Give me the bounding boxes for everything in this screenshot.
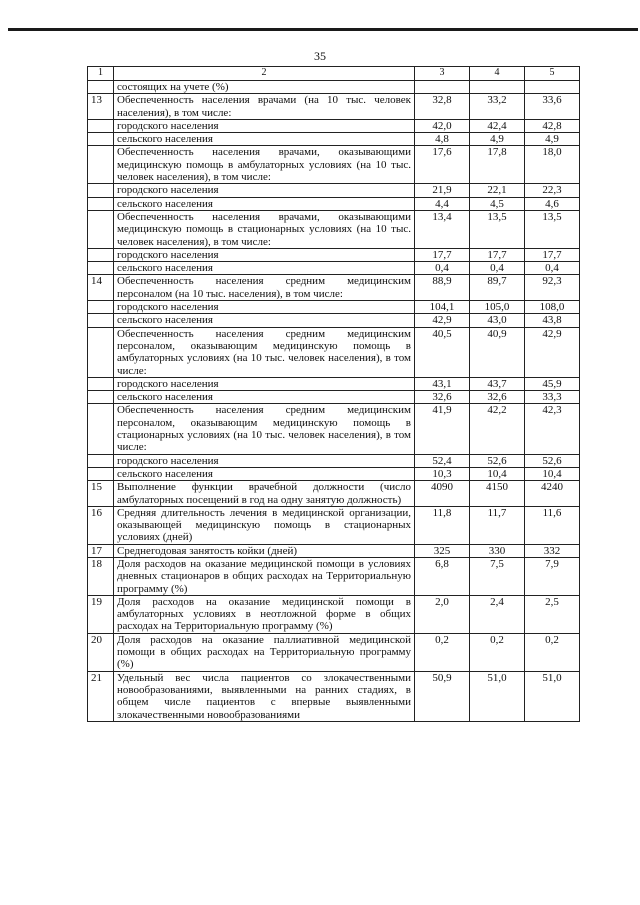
- value-col-4: 4,5: [470, 197, 525, 210]
- value-col-4: 52,6: [470, 454, 525, 467]
- indicator-name: Обеспеченность населения средним медицинским персоналом (на 10 тыс. населения), в том числе:: [114, 275, 415, 301]
- table-row: [88, 404, 580, 454]
- row-number: [88, 210, 114, 248]
- value-col-4: 42,4: [470, 119, 525, 132]
- value-col-3: 32,6: [415, 391, 470, 404]
- indicator-name: Выполнение функции врачебной должности (число амбулаторных посещений в год на одну занятую должность): [114, 481, 415, 507]
- table-row: [88, 506, 580, 544]
- row-number: [88, 119, 114, 132]
- table-row: [88, 146, 580, 184]
- value-col-5: 52,6: [525, 454, 580, 467]
- value-col-5: 45,9: [525, 377, 580, 390]
- row-number: [88, 314, 114, 327]
- indicator-name: Доля расходов на оказание паллиативной медицинской помощи в общих расходах на Территориальную программу (%): [114, 633, 415, 671]
- value-col-4: 0,4: [470, 262, 525, 275]
- value-col-5: 0,4: [525, 262, 580, 275]
- value-col-4: 13,5: [470, 210, 525, 248]
- table-row: [88, 184, 580, 197]
- header-cell-1: 1: [88, 67, 114, 81]
- value-col-3: 42,0: [415, 119, 470, 132]
- row-number: [88, 262, 114, 275]
- value-col-5: 4,6: [525, 197, 580, 210]
- value-col-5: 51,0: [525, 671, 580, 721]
- value-col-5: 42,9: [525, 327, 580, 377]
- indicator-name: состоящих на учете (%): [114, 81, 415, 94]
- value-col-3: 6,8: [415, 557, 470, 595]
- value-col-4: 32,6: [470, 391, 525, 404]
- value-col-4: [470, 81, 525, 94]
- indicator-name: городского населения: [114, 248, 415, 261]
- value-col-3: 4,8: [415, 133, 470, 146]
- page-number: 35: [314, 49, 326, 63]
- row-number: [88, 404, 114, 454]
- value-col-4: 51,0: [470, 671, 525, 721]
- indicators-table: [87, 66, 580, 722]
- row-number: [88, 454, 114, 467]
- page-top-rule: [8, 28, 638, 31]
- table-row: [88, 301, 580, 314]
- value-col-4: 22,1: [470, 184, 525, 197]
- table-row: [88, 81, 580, 94]
- indicator-name: Обеспеченность населения врачами, оказывающими медицинскую помощь в стационарных условиях (на 10 тыс. человек населения), в том числе:: [114, 210, 415, 248]
- table-row: [88, 275, 580, 301]
- table-row: [88, 327, 580, 377]
- value-col-3: 13,4: [415, 210, 470, 248]
- value-col-5: [525, 81, 580, 94]
- value-col-3: 21,9: [415, 184, 470, 197]
- indicator-name: Обеспеченность населения средним медицинским персоналом, оказывающим медицинскую помощь в амбулаторных условиях (на 10 тыс. человек населения), в том числе:: [114, 327, 415, 377]
- indicator-name: Обеспеченность населения врачами, оказывающими медицинскую помощь в амбулаторных условиях (на 10 тыс. человек населения), в том числе:: [114, 146, 415, 184]
- row-number: 21: [88, 671, 114, 721]
- table-row: [88, 210, 580, 248]
- value-col-3: [415, 81, 470, 94]
- value-col-4: 330: [470, 544, 525, 557]
- value-col-4: 89,7: [470, 275, 525, 301]
- indicator-name: сельского населения: [114, 133, 415, 146]
- value-col-5: 7,9: [525, 557, 580, 595]
- indicator-name: сельского населения: [114, 391, 415, 404]
- value-col-5: 33,3: [525, 391, 580, 404]
- value-col-4: 10,4: [470, 467, 525, 480]
- row-number: 15: [88, 481, 114, 507]
- row-number: [88, 248, 114, 261]
- indicator-name: сельского населения: [114, 314, 415, 327]
- table-row: [88, 94, 580, 120]
- column-number-row: [88, 67, 580, 81]
- row-number: 13: [88, 94, 114, 120]
- row-number: 17: [88, 544, 114, 557]
- value-col-3: 40,5: [415, 327, 470, 377]
- value-col-3: 0,4: [415, 262, 470, 275]
- table-row: [88, 391, 580, 404]
- value-col-5: 11,6: [525, 506, 580, 544]
- value-col-5: 42,3: [525, 404, 580, 454]
- value-col-4: 42,2: [470, 404, 525, 454]
- table-row: [88, 314, 580, 327]
- row-number: [88, 327, 114, 377]
- table-row: [88, 454, 580, 467]
- value-col-5: 22,3: [525, 184, 580, 197]
- value-col-5: 43,8: [525, 314, 580, 327]
- indicator-name: Удельный вес числа пациентов со злокачественными новообразованиями, выявленными на ранних стадиях, в общем числе пациентов с впервые выявленными злокачественными новообразованиями: [114, 671, 415, 721]
- value-col-5: 13,5: [525, 210, 580, 248]
- indicator-name: Обеспеченность населения средним медицинским персоналом, оказывающим медицинскую помощь в стационарных условиях (на 10 тыс. человек населения), в том числе:: [114, 404, 415, 454]
- row-number: [88, 81, 114, 94]
- table-row: [88, 544, 580, 557]
- value-col-4: 2,4: [470, 595, 525, 633]
- indicator-name: городского населения: [114, 301, 415, 314]
- row-number: 18: [88, 557, 114, 595]
- value-col-4: 43,0: [470, 314, 525, 327]
- value-col-3: 32,8: [415, 94, 470, 120]
- indicator-name: сельского населения: [114, 467, 415, 480]
- value-col-4: 17,8: [470, 146, 525, 184]
- indicator-name: сельского населения: [114, 197, 415, 210]
- value-col-3: 17,7: [415, 248, 470, 261]
- indicator-name: Среднегодовая занятость койки (дней): [114, 544, 415, 557]
- header-cell-5: 5: [525, 67, 580, 81]
- value-col-5: 108,0: [525, 301, 580, 314]
- value-col-4: 17,7: [470, 248, 525, 261]
- value-col-4: 4150: [470, 481, 525, 507]
- table-row: [88, 633, 580, 671]
- indicator-name: городского населения: [114, 184, 415, 197]
- table-row: [88, 377, 580, 390]
- value-col-3: 88,9: [415, 275, 470, 301]
- row-number: 16: [88, 506, 114, 544]
- indicator-name: Средняя длительность лечения в медицинской организации, оказывающей медицинскую помощь в стационарных условиях (дней): [114, 506, 415, 544]
- indicator-name: Доля расходов на оказание медицинской помощи в амбулаторных условиях в неотложной форме в общих расходах на Территориальную программу (%): [114, 595, 415, 633]
- row-number: [88, 197, 114, 210]
- row-number: 19: [88, 595, 114, 633]
- value-col-5: 2,5: [525, 595, 580, 633]
- table-row: [88, 248, 580, 261]
- table-row: [88, 262, 580, 275]
- value-col-5: 92,3: [525, 275, 580, 301]
- value-col-4: 43,7: [470, 377, 525, 390]
- header-cell-2: 2: [114, 67, 415, 81]
- indicator-name: Обеспеченность населения врачами (на 10 тыс. человек населения), в том числе:: [114, 94, 415, 120]
- table-row: [88, 557, 580, 595]
- indicator-name: городского населения: [114, 119, 415, 132]
- value-col-5: 10,4: [525, 467, 580, 480]
- value-col-3: 43,1: [415, 377, 470, 390]
- value-col-5: 4240: [525, 481, 580, 507]
- value-col-3: 104,1: [415, 301, 470, 314]
- value-col-4: 0,2: [470, 633, 525, 671]
- value-col-4: 11,7: [470, 506, 525, 544]
- table-body: [88, 67, 580, 722]
- value-col-5: 17,7: [525, 248, 580, 261]
- table-row: [88, 467, 580, 480]
- value-col-3: 17,6: [415, 146, 470, 184]
- value-col-5: 332: [525, 544, 580, 557]
- row-number: [88, 391, 114, 404]
- indicator-name: городского населения: [114, 454, 415, 467]
- value-col-5: 18,0: [525, 146, 580, 184]
- value-col-5: 33,6: [525, 94, 580, 120]
- value-col-4: 7,5: [470, 557, 525, 595]
- value-col-3: 325: [415, 544, 470, 557]
- value-col-3: 52,4: [415, 454, 470, 467]
- value-col-3: 42,9: [415, 314, 470, 327]
- value-col-5: 42,8: [525, 119, 580, 132]
- table-row: [88, 595, 580, 633]
- value-col-3: 2,0: [415, 595, 470, 633]
- value-col-3: 4090: [415, 481, 470, 507]
- value-col-5: 4,9: [525, 133, 580, 146]
- value-col-4: 4,9: [470, 133, 525, 146]
- value-col-4: 105,0: [470, 301, 525, 314]
- row-number: [88, 377, 114, 390]
- value-col-3: 50,9: [415, 671, 470, 721]
- value-col-3: 0,2: [415, 633, 470, 671]
- value-col-4: 33,2: [470, 94, 525, 120]
- row-number: [88, 467, 114, 480]
- row-number: [88, 301, 114, 314]
- value-col-3: 4,4: [415, 197, 470, 210]
- table-row: [88, 119, 580, 132]
- value-col-5: 0,2: [525, 633, 580, 671]
- row-number: [88, 146, 114, 184]
- value-col-3: 41,9: [415, 404, 470, 454]
- table-row: [88, 481, 580, 507]
- row-number: [88, 184, 114, 197]
- table-row: [88, 671, 580, 721]
- table-row: [88, 133, 580, 146]
- row-number: [88, 133, 114, 146]
- header-cell-3: 3: [415, 67, 470, 81]
- value-col-3: 10,3: [415, 467, 470, 480]
- indicator-name: сельского населения: [114, 262, 415, 275]
- indicator-name: городского населения: [114, 377, 415, 390]
- row-number: 20: [88, 633, 114, 671]
- value-col-4: 40,9: [470, 327, 525, 377]
- table-row: [88, 197, 580, 210]
- row-number: 14: [88, 275, 114, 301]
- value-col-3: 11,8: [415, 506, 470, 544]
- header-cell-4: 4: [470, 67, 525, 81]
- indicator-name: Доля расходов на оказание медицинской помощи в условиях дневных стационаров в общих расходах на Территориальную программу (%): [114, 557, 415, 595]
